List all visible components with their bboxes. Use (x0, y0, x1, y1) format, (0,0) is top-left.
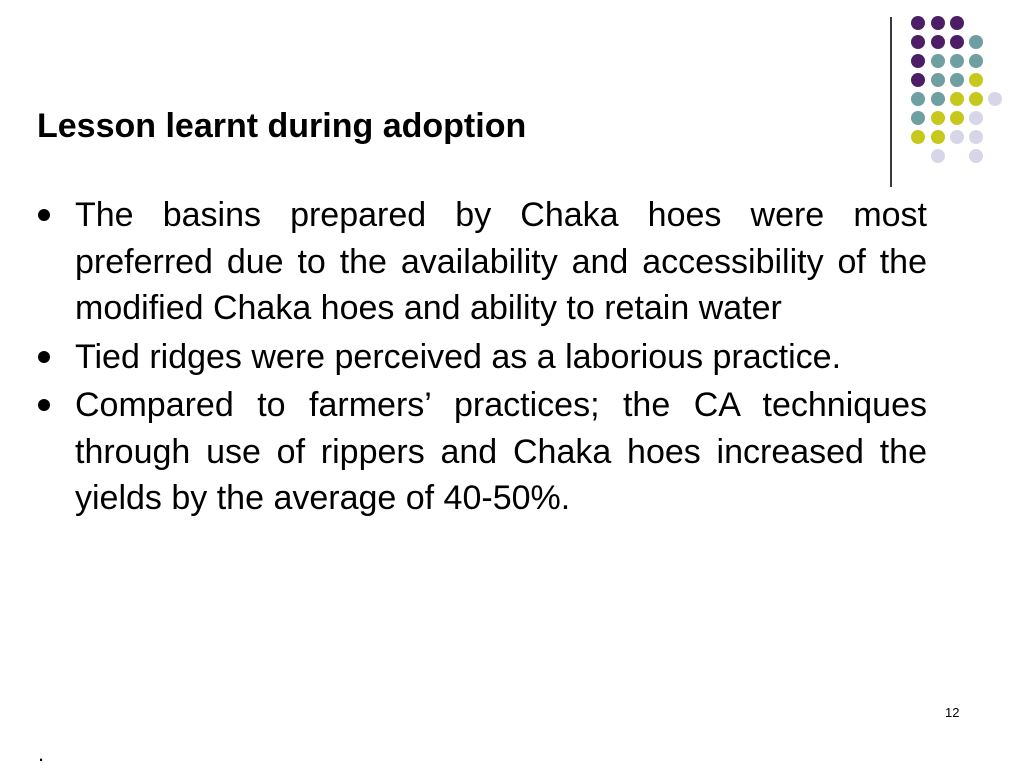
decorative-dot (911, 73, 925, 87)
bullet-point-icon (38, 209, 50, 221)
bullet-item (0, 334, 1024, 381)
bullet-point-icon (38, 351, 50, 363)
decorative-dot (950, 130, 964, 144)
decorative-dot (931, 130, 945, 144)
bullet-text: Tied ridges were perceived as a laborious practice. (75, 337, 842, 376)
decorative-dot (911, 111, 925, 125)
decorative-dot (969, 149, 983, 163)
decorative-dot (931, 54, 945, 68)
bullet-item (0, 382, 1024, 522)
decorative-dot (988, 92, 1002, 106)
decorative-dot (969, 130, 983, 144)
decorative-dot (969, 111, 983, 125)
decorative-dot (950, 35, 964, 49)
bullet-point-icon (38, 399, 50, 411)
decorative-dot (969, 35, 983, 49)
footer-mark: . (38, 741, 45, 766)
decorative-dot-grid (0, 0, 1024, 200)
decorative-dot (931, 111, 945, 125)
decorative-dot (950, 54, 964, 68)
decorative-dot (950, 111, 964, 125)
bullet-text: Compared to farmers’ practices; the CA techniques through use of rippers and Chaka hoes increased the yields by the average of 40-50%. (75, 386, 927, 517)
decorative-dot (969, 73, 983, 87)
decorative-dot (950, 92, 964, 106)
decorative-dot (950, 16, 964, 30)
decorative-dot (931, 92, 945, 106)
decorative-dot (931, 16, 945, 30)
decorative-dot (911, 54, 925, 68)
decorative-dot (969, 54, 983, 68)
bullet-text: The basins prepared by Chaka hoes were most preferred due to the availability and accessibility of the modified Chaka hoes and ability to retain water (75, 196, 927, 327)
decorative-dot (950, 73, 964, 87)
decorative-dot (911, 35, 925, 49)
vertical-divider (890, 17, 892, 187)
decorative-dot (931, 149, 945, 163)
decorative-dot (911, 130, 925, 144)
bullet-item (0, 192, 1024, 332)
slide-title: Lesson learnt during adoption (37, 107, 527, 145)
page-number: 12 (945, 705, 960, 720)
decorative-dot (969, 92, 983, 106)
decorative-dot (911, 92, 925, 106)
bullet-list (0, 192, 1024, 524)
decorative-dot (931, 35, 945, 49)
decorative-dot (911, 16, 925, 30)
decorative-dot (931, 73, 945, 87)
